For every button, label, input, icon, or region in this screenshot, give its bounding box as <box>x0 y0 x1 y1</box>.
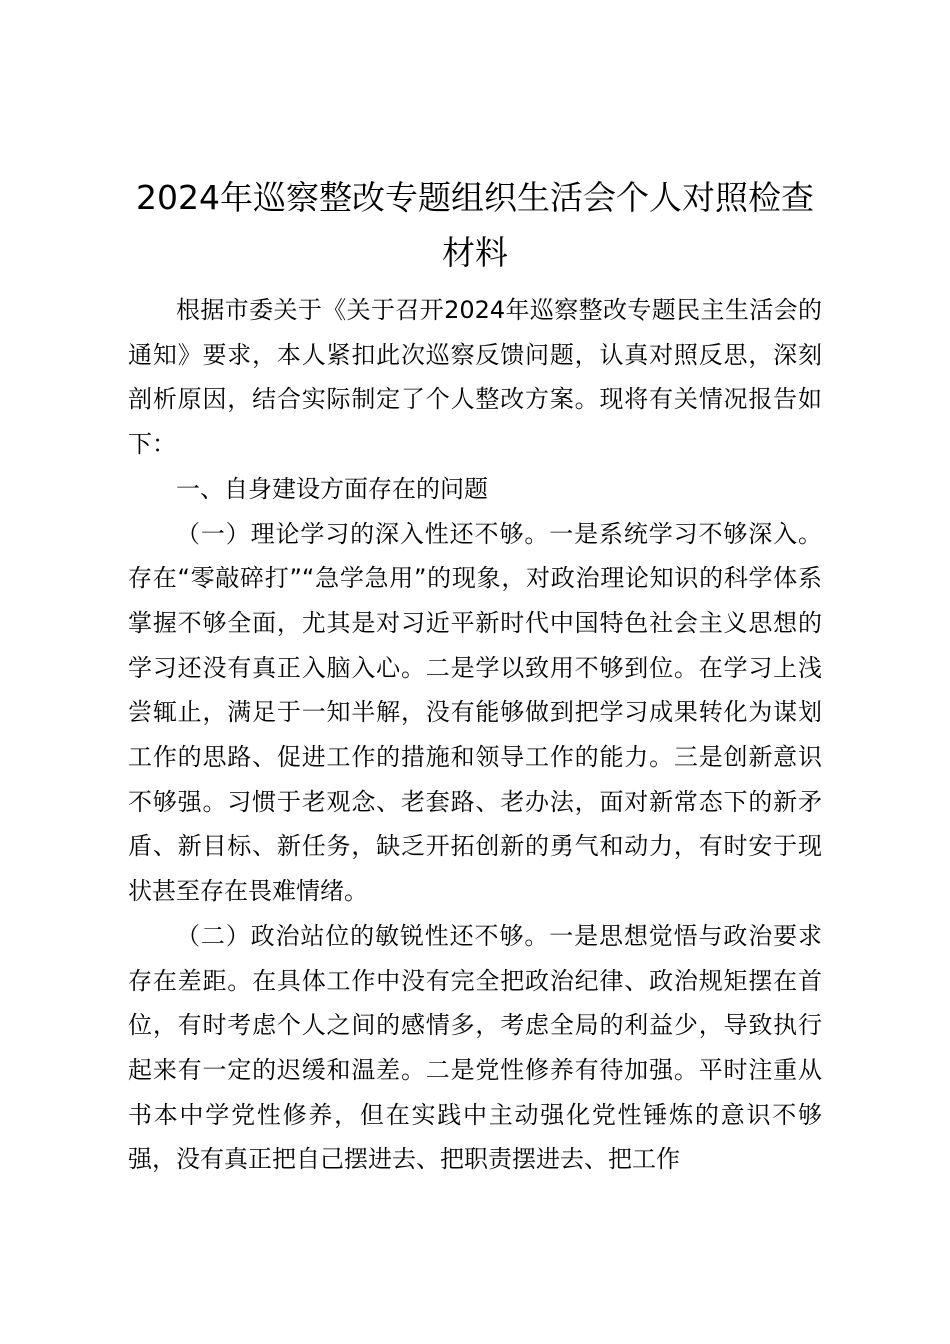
document-body <box>128 288 822 1182</box>
paragraph-political-stance: （二）政治站位的敏锐性还不够。一是思想觉悟与政治要求存在差距。在具体工作中没有完全把政治纪律、政治规矩摆在首位，有时考虑个人之间的感情多，考虑全局的利益少，导致执行起来有一定的迟缓和温差。二是党性修养有待加强。平时注重从书本中学党性修养，但在实践中主动强化党性锤炼的意识不够强，没有真正把自己摆进去、把职责摆进去、把工作 <box>128 921 822 1174</box>
document-page <box>128 170 822 1182</box>
paragraph-intro: 根据市委关于《关于召开2024年巡察整改专题民主生活会的通知》要求，本人紧扣此次巡察反馈问题，认真对照反思，深刻剖析原因，结合实际制定了个人整改方案。现将有关情况报告如下： <box>128 296 822 459</box>
paragraph-theory-study: （一）理论学习的深入性还不够。一是系统学习不够深入。存在“零敲碎打”“急学急用”的现象，对政治理论知识的科学体系掌握不够全面，尤其是对习近平新时代中国特色社会主义思想的学习还没有真正入脑入心。二是学以致用不够到位。在学习上浅尝辄止，满足于一知半解，没有能够做到把学习成果转化为谋划工作的思路、促进工作的措施和领导工作的能力。三是创新意识不够强。习惯于老观念、老套路、老办法，面对新常态下的新矛盾、新目标、新任务，缺乏开拓创新的勇气和动力，有时安于现状甚至存在畏难情绪。 <box>128 519 822 906</box>
section-heading-1: 一、自身建设方面存在的问题 <box>176 474 488 503</box>
document-title: 2024年巡察整改专题组织生活会个人对照检查材料 <box>136 178 814 272</box>
